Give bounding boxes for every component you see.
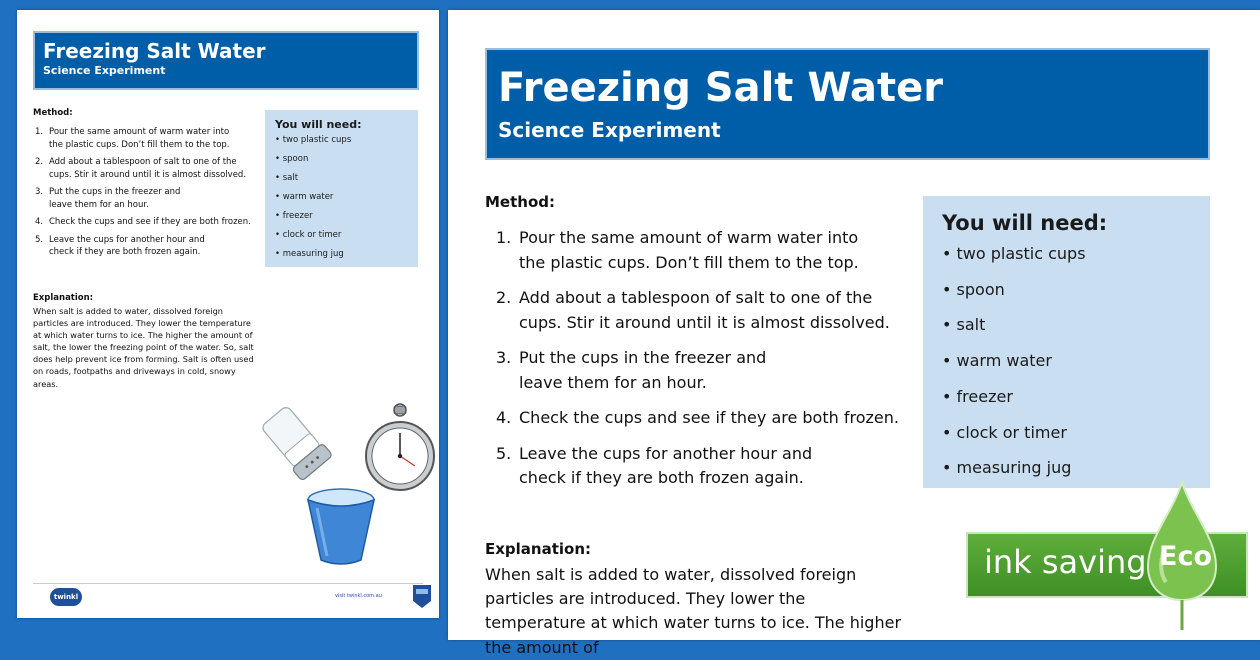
award-badge-icon [411,583,433,609]
method-step: 5. Leave the cups for another hour and check if they are both frozen again. [35,234,205,257]
worksheet-subtitle: Science Experiment [498,118,721,142]
materials-box [265,110,418,267]
materials-item: • salt [942,307,1210,343]
footer-url: visit twinkl.com.au [335,593,382,599]
title-banner [485,48,1210,160]
materials-item: • clock or timer [942,415,1210,451]
method-steps [35,126,265,264]
method-step: 2. Add about a tablespoon of salt to one of the cups. Stir it around until it is almost dissolved. [35,157,247,180]
materials-item: • freezer [942,379,1210,415]
plastic-cup-icon [308,489,374,564]
materials-item: • two plastic cups [942,236,1210,272]
materials-item: • freezer [275,207,418,226]
experiment-illustration [255,400,445,570]
materials-box [923,196,1210,488]
method-steps [496,226,916,502]
method-step: 3. Put the cups in the freezer and leave them for an hour. [496,348,767,392]
worksheet-thumbnail[interactable] [17,10,439,618]
explanation-heading: Explanation: [485,540,592,558]
worksheet-subtitle: Science Experiment [43,64,166,77]
explanation-heading: Explanation: [33,293,94,303]
salt-shaker-icon [258,403,332,481]
method-step: 1. Pour the same amount of warm water into the plastic cups. Don’t fill them to the top. [35,127,230,150]
explanation-text: When salt is added to water, dissolved foreign particles are introduced. They lower the temperature at which water turns to ice. The higher the amount of [485,565,902,657]
materials-item: • measuring jug [275,245,418,264]
worksheet-title: Freezing Salt Water [498,65,943,111]
method-heading: Method: [485,193,555,211]
stopwatch-icon [366,404,434,490]
method-step: 1. Pour the same amount of warm water into the plastic cups. Don’t fill them to the top. [496,228,859,272]
materials-heading: You will need: [275,118,362,131]
method-step: 2. Add about a tablespoon of salt to one of the cups. Stir it around until it is almost dissolved. [496,288,890,332]
materials-item: • two plastic cups [275,131,418,150]
method-step: 3. Put the cups in the freezer and leave them for an hour. [35,187,181,210]
footer-divider [33,583,423,584]
materials-item: • warm water [942,343,1210,379]
ink-saving-eco-badge [966,528,1260,630]
eco-label: Eco [1159,541,1212,572]
materials-item: • warm water [275,188,418,207]
method-heading: Method: [33,108,73,118]
method-step: 4. Check the cups and see if they are both frozen. [496,408,899,427]
materials-heading: You will need: [942,211,1108,235]
materials-item: • clock or timer [275,226,418,245]
ink-saving-label: ink saving [984,543,1147,581]
twinkl-logo: twinkl [50,588,82,606]
materials-item: • spoon [942,272,1210,308]
method-step: 5. Leave the cups for another hour and check if they are both frozen again. [496,443,813,487]
materials-item: • measuring jug [942,450,1210,486]
explanation-text: When salt is added to water, dissolved foreign particles are introduced. They lower the temperature at which water turns to ice. The higher the amount of salt, the lower the freezing point of the water. So, salt does help prevent ice from forming. Salt is often used on roads, footpaths and driveways in cold, snowy areas. [33,306,254,389]
materials-item: • spoon [275,150,418,169]
materials-item: • salt [275,169,418,188]
worksheet-title: Freezing Salt Water [43,39,266,63]
method-step: 4. Check the cups and see if they are both frozen. [35,217,251,227]
title-banner [33,31,419,90]
